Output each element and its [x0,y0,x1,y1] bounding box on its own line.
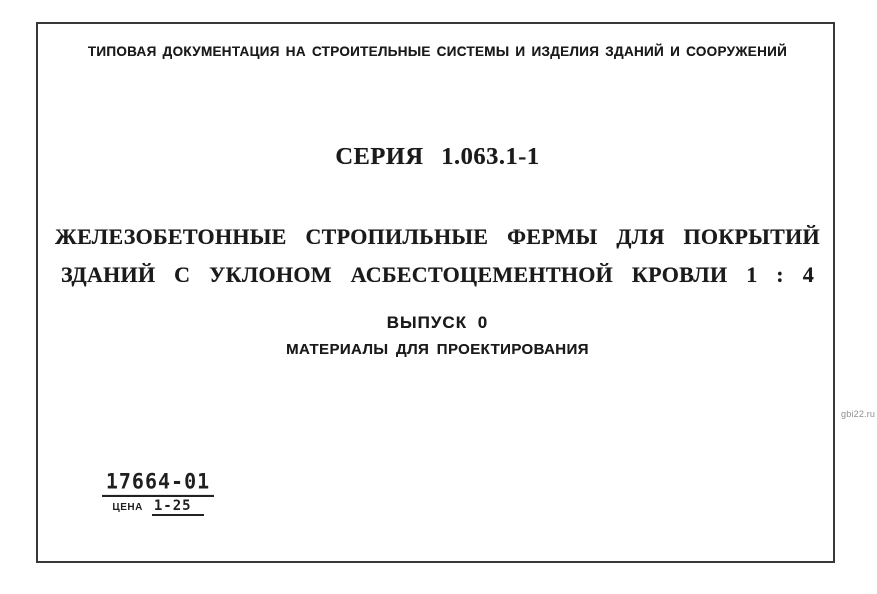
catalog-number: 17664-01 [102,469,214,497]
price-value: 1-25 [152,498,204,516]
publisher-line: ТИПОВАЯ ДОКУМЕНТАЦИЯ НА СТРОИТЕЛЬНЫЕ СИСТЕМЫ И ИЗДЕЛИЯ ЗДАНИЙ И СООРУЖЕНИЙ [87,44,788,59]
site-watermark: gbi22.ru [841,409,876,419]
main-title [36,218,839,293]
subtitle: МАТЕРИАЛЫ ДЛЯ ПРОЕКТИРОВАНИЯ [286,341,589,358]
issue-label: ВЫПУСК 0 [386,313,489,332]
catalog-stamp [102,470,214,516]
price-label: ЦЕНА [112,502,143,513]
price-row [102,498,214,516]
main-title-line-1: ЖЕЛЕЗОБЕТОННЫЕ СТРОПИЛЬНЫЕ ФЕРМЫ ДЛЯ ПОКРЫТИЙ [55,224,820,249]
main-title-line-2: ЗДАНИЙ С УКЛОНОМ АСБЕСТОЦЕМЕНТНОЙ КРОВЛИ 1 : 4 [60,261,815,287]
series-title: СЕРИЯ 1.063.1-1 [335,143,540,170]
